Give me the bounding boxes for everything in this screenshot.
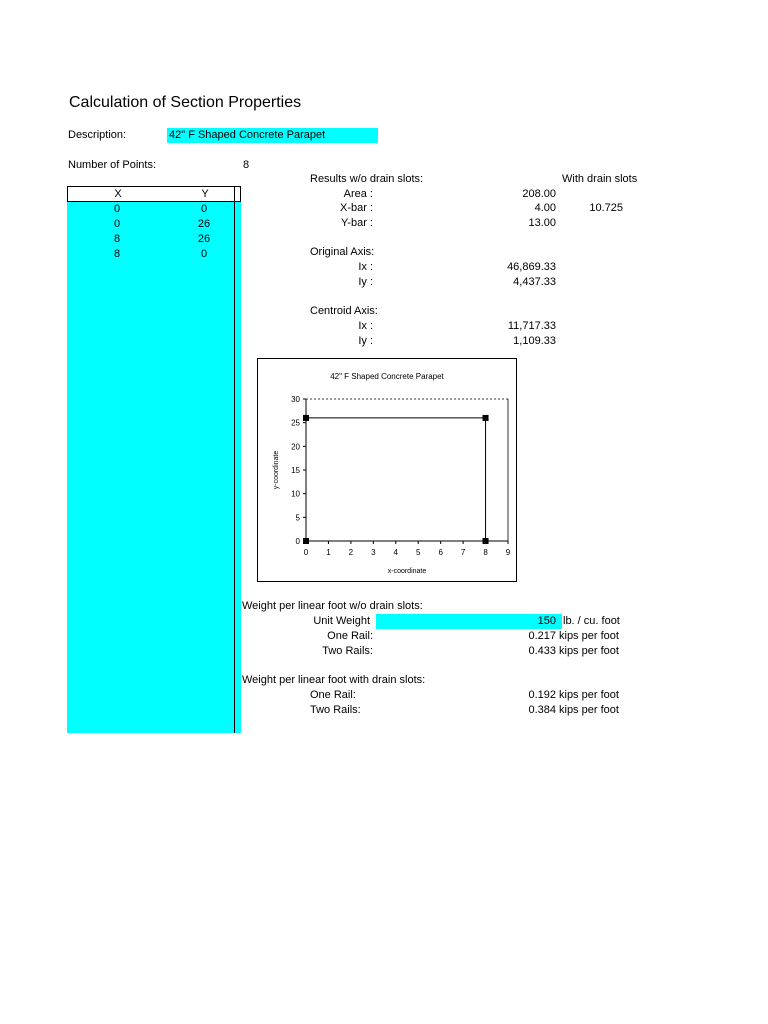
xbar-value: 4.00 — [534, 202, 556, 214]
page-title: Calculation of Section Properties — [69, 94, 302, 111]
x-tick-label: 9 — [505, 548, 511, 557]
x-tick-label: 8 — [483, 548, 488, 557]
y-tick-label: 15 — [291, 466, 300, 475]
y-tick-label: 30 — [291, 395, 300, 404]
x-tick-label: 0 — [303, 548, 309, 557]
x-tick-label: 7 — [460, 548, 466, 557]
y-tick-label: 20 — [291, 442, 300, 452]
description-label: Description: — [68, 129, 127, 141]
data-point-marker — [303, 415, 309, 421]
y-tick-label: 25 — [291, 418, 300, 428]
ybar-value: 13.00 — [528, 217, 556, 229]
with-one-rail-label: One Rail: — [310, 689, 356, 701]
centroid-ix-label: Ix : — [358, 320, 373, 332]
table-cell-x[interactable]: 8 — [113, 233, 121, 245]
section-chart-svg — [258, 359, 516, 581]
wo-two-rails-label: Two Rails: — [322, 645, 373, 657]
unit-weight-label: Unit Weight — [313, 615, 370, 627]
x-tick-label: 3 — [371, 548, 376, 557]
data-point-marker — [483, 415, 489, 421]
x-tick-label: 4 — [393, 548, 399, 557]
xbar-label: X-bar : — [339, 202, 373, 214]
centroid-iy-value: 1,109.33 — [513, 335, 556, 347]
wo-one-rail-label: One Rail: — [327, 630, 373, 642]
centroid-iy-label: Iy : — [358, 335, 373, 347]
x-tick-label: 2 — [348, 548, 354, 557]
ybar-label: Y-bar : — [340, 217, 373, 229]
y-tick-label: 10 — [291, 489, 300, 499]
y-tick-label: 5 — [295, 513, 300, 523]
points-input-area[interactable] — [67, 202, 241, 733]
points-table — [67, 186, 241, 733]
table-cell-x[interactable]: 8 — [113, 248, 121, 260]
y-column-header: Y — [201, 188, 209, 200]
with-two-rails-units: kips per foot — [559, 704, 619, 716]
table-cell-y[interactable]: 26 — [197, 233, 211, 245]
with-two-rails-value: 0.384 — [528, 704, 556, 716]
centroid-axis-heading: Centroid Axis: — [310, 305, 378, 317]
with-one-rail-units: kips per foot — [559, 689, 619, 701]
y-tick-label: 0 — [295, 537, 300, 546]
area-label: Area : — [343, 188, 373, 200]
chart-title: 42" F Shaped Concrete Parapet — [330, 372, 444, 381]
wo-one-rail-units: kips per foot — [559, 630, 619, 642]
wo-two-rails-value: 0.433 — [528, 645, 556, 657]
centroid-ix-value: 11,717.33 — [507, 320, 556, 332]
table-cell-y[interactable]: 0 — [200, 248, 208, 260]
original-iy-label: Iy : — [358, 276, 373, 288]
y-axis-title: y-coordinate — [273, 450, 280, 490]
data-point-marker — [483, 538, 489, 544]
original-iy-value: 4,437.33 — [513, 276, 556, 288]
weight-with-heading: Weight per linear foot with drain slots: — [242, 674, 426, 686]
section-chart — [257, 358, 517, 582]
weight-wo-heading: Weight per linear foot w/o drain slots: — [242, 600, 423, 612]
wo-one-rail-value: 0.217 — [528, 630, 556, 642]
unit-weight-value[interactable]: 150 — [537, 615, 556, 627]
results-heading: Results w/o drain slots: — [310, 173, 424, 185]
original-ix-value: 46,869.33 — [507, 261, 556, 273]
description-input[interactable]: 42" F Shaped Concrete Parapet — [167, 128, 378, 143]
x-axis-title: x-coordinate — [387, 568, 427, 575]
with-two-rails-label: Two Rails: — [310, 704, 361, 716]
original-axis-heading: Original Axis: — [310, 246, 375, 258]
table-cell-y[interactable]: 26 — [197, 218, 211, 230]
area-value: 208.00 — [522, 188, 556, 200]
original-ix-label: Ix : — [358, 261, 373, 273]
unit-weight-units: lb. / cu. foot — [563, 615, 620, 627]
x-tick-label: 6 — [438, 548, 443, 557]
wo-two-rails-units: kips per foot — [559, 645, 619, 657]
table-cell-y[interactable]: 0 — [200, 203, 208, 215]
num-points-value[interactable]: 8 — [243, 159, 250, 171]
column-divider — [234, 186, 235, 733]
xbar-with-drain-value: 10.725 — [589, 202, 623, 214]
x-column-header: X — [114, 188, 122, 200]
with-drain-heading: With drain slots — [562, 173, 638, 185]
points-table-header — [67, 186, 241, 202]
x-tick-label: 5 — [415, 548, 421, 557]
data-point-marker — [303, 538, 309, 544]
table-cell-x[interactable]: 0 — [113, 218, 121, 230]
series-line — [306, 418, 486, 541]
table-cell-x[interactable]: 0 — [113, 203, 121, 215]
x-tick-label: 1 — [326, 548, 331, 557]
num-points-label: Number of Points: — [68, 159, 157, 171]
with-one-rail-value: 0.192 — [528, 689, 556, 701]
